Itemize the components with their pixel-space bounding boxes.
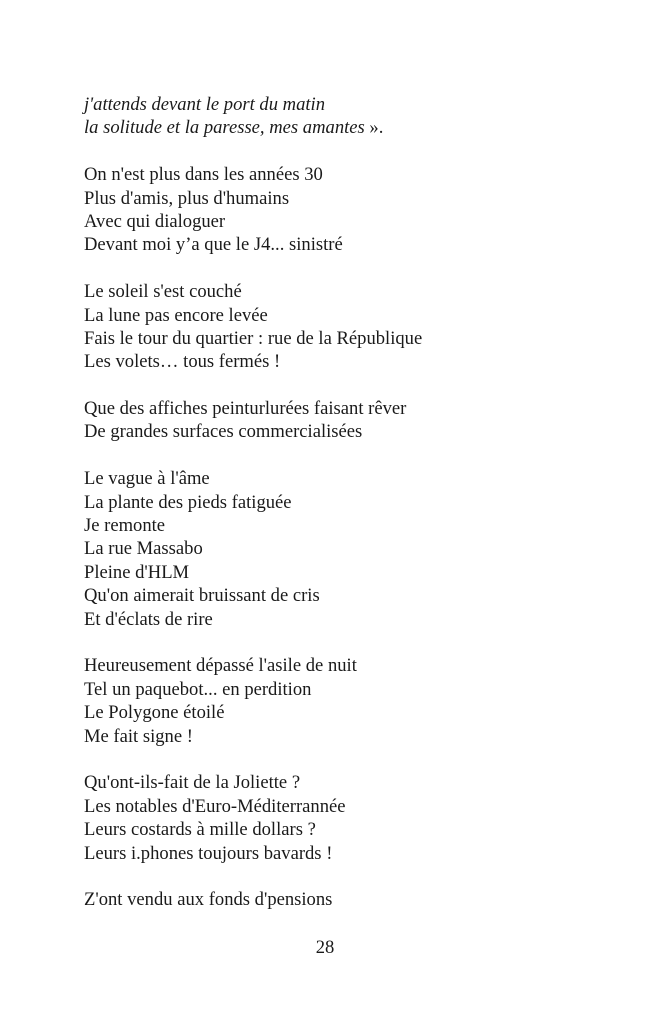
stanza-gap — [84, 631, 604, 654]
stanza-gap — [84, 374, 604, 397]
poem-line — [84, 304, 604, 327]
poem-line — [84, 210, 604, 233]
stanza — [84, 654, 604, 748]
poem-line-text: Tel un paquebot... en perdition — [84, 678, 312, 700]
poem-line-text: Les notables d'Euro-Méditerrannée — [84, 795, 346, 817]
poem-line — [84, 420, 604, 443]
poem-line — [84, 93, 604, 116]
poem-line — [84, 537, 604, 560]
stanza-gap — [84, 140, 604, 163]
poem-line — [84, 701, 604, 724]
stanza — [84, 888, 604, 911]
stanza — [84, 93, 604, 140]
page-number: 28 — [315, 937, 335, 958]
poem-line — [84, 678, 604, 701]
stanza-gap — [84, 444, 604, 467]
poem-line-text: Leurs i.phones toujours bavards ! — [84, 842, 333, 864]
poem-line — [84, 187, 604, 210]
poem-line — [84, 561, 604, 584]
poem-line — [84, 467, 604, 490]
stanza — [84, 280, 604, 374]
poem-line — [84, 280, 604, 303]
poem-line — [84, 397, 604, 420]
poem-line — [84, 584, 604, 607]
stanza-gap — [84, 865, 604, 888]
poem-line — [84, 888, 604, 911]
stanza — [84, 163, 604, 257]
poem-line — [84, 842, 604, 865]
poem-line-italic: la solitude et la paresse, mes amantes — [84, 117, 365, 139]
stanza — [84, 397, 604, 444]
poem-line-text: Z'ont vendu aux fonds d'pensions — [84, 889, 333, 911]
poem-body — [84, 93, 604, 912]
poem-line — [84, 818, 604, 841]
poem-line-text: Que des affiches peinturlurées faisant rêver — [84, 398, 407, 420]
poem-line — [84, 233, 604, 256]
poem-line-text: Je remonte — [84, 515, 166, 537]
poem-line — [84, 491, 604, 514]
poem-line-text: Heureusement dépassé l'asile de nuit — [84, 655, 357, 677]
poem-line — [84, 795, 604, 818]
poem-line — [84, 514, 604, 537]
poem-line — [84, 725, 604, 748]
poem-line-text: Fais le tour du quartier : rue de la République — [84, 327, 423, 349]
stanza-gap — [84, 257, 604, 280]
poem-line-text: ». — [364, 117, 384, 139]
poem-line-text: Et d'éclats de rire — [84, 608, 213, 630]
poem-line — [84, 163, 604, 186]
poem-line-text: On n'est plus dans les années 30 — [84, 164, 323, 186]
poem-line-text: Qu'on aimerait bruissant de cris — [84, 585, 320, 607]
poem-line-text: La rue Massabo — [84, 538, 203, 560]
poem-line-text: Le soleil s'est couché — [84, 281, 242, 303]
poem-line-text: La lune pas encore levée — [84, 304, 268, 326]
poem-line-text: Me fait signe ! — [84, 725, 193, 747]
poem-line-text: Pleine d'HLM — [84, 561, 190, 583]
poem-line-text: Avec qui dialoguer — [84, 210, 226, 232]
poem-line-text: Plus d'amis, plus d'humains — [84, 187, 290, 209]
poem-line-text: De grandes surfaces commercialisées — [84, 421, 363, 443]
poem-line-text: Qu'ont-ils-fait de la Joliette ? — [84, 772, 301, 794]
poem-line — [84, 116, 604, 139]
poem-line-text: La plante des pieds fatiguée — [84, 491, 292, 513]
poem-line-text: Le Polygone étoilé — [84, 702, 225, 724]
poem-line-text: Devant moi y’a que le J4... sinistré — [84, 234, 343, 256]
stanza-gap — [84, 748, 604, 771]
poem-line — [84, 327, 604, 350]
poem-line-text: Leurs costards à mille dollars ? — [84, 819, 316, 841]
stanza — [84, 771, 604, 865]
stanza — [84, 467, 604, 631]
poem-line-text: Le vague à l'âme — [84, 468, 210, 490]
poem-line — [84, 350, 604, 373]
poem-line-italic: j'attends devant le port du matin — [84, 94, 326, 115]
poem-line — [84, 654, 604, 677]
poem-line — [84, 771, 604, 794]
poem-line — [84, 608, 604, 631]
poem-line-text: Les volets… tous fermés ! — [84, 351, 281, 373]
